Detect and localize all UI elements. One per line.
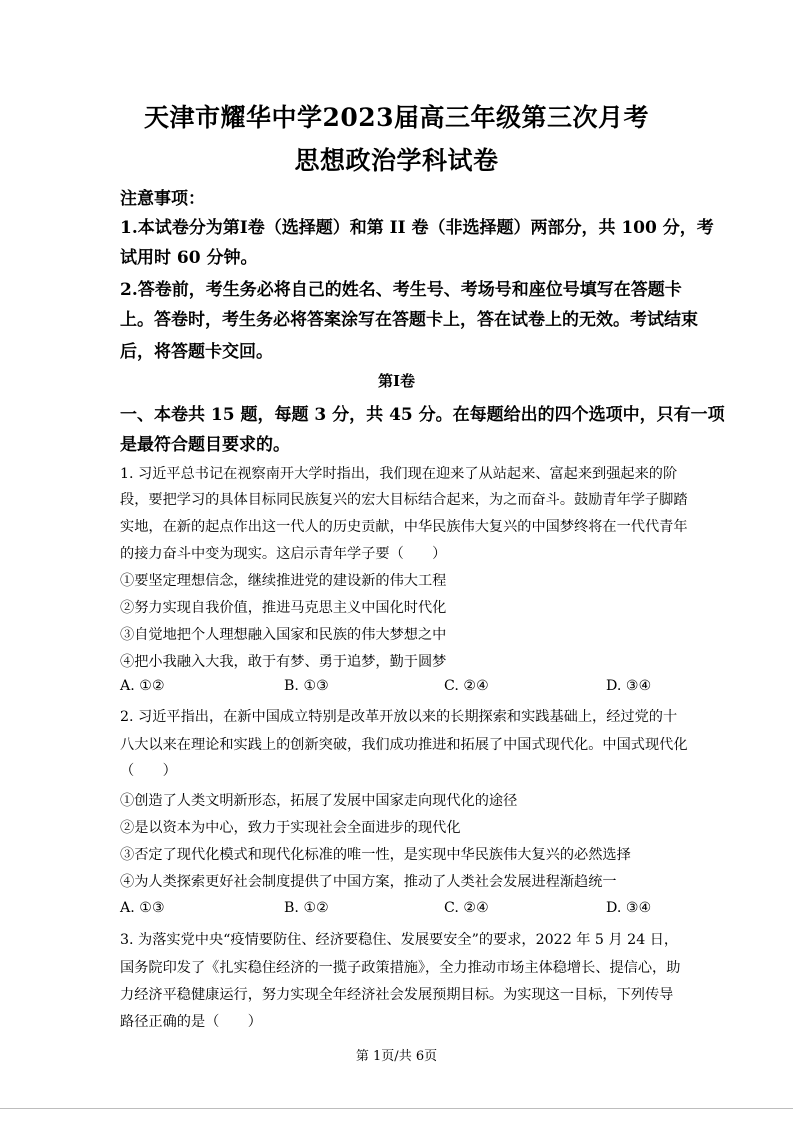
question-3-stem: 3. 为落实党中央“疫情要防住、经济要稳住、发展要安全”的要求，2022 年 5 月 24 日，	[120, 932, 679, 948]
notice-line: 试用时 60 分钟。	[120, 248, 258, 268]
question-2-stem: 2. 习近平指出，在新中国成立特别是改革开放以来的长期探索和实践基础上，经过党的十	[120, 709, 678, 725]
notice-line: 上。答卷时，考生务必将答案涂写在答题卡上，答在试卷上的无效。考试结束	[120, 310, 698, 330]
question-3-stem: 路径正确的是（ ）	[120, 1014, 262, 1030]
question-3-stem: 力经济平稳健康运行，努力实现全年经济社会发展预期目标。为实现这一目标，下列传导	[120, 987, 674, 1003]
question-2-option-c[interactable]: C. ②④	[444, 900, 489, 916]
notice-line: 1.本试卷分为第Ⅰ卷（选择题）和第 II 卷（非选择题）两部分，共 100 分，考	[120, 218, 714, 238]
page-number: 第 1页/共 6页	[355, 1049, 438, 1064]
exam-subtitle: 思想政治学科试卷	[294, 146, 499, 175]
question-2-option-a[interactable]: A. ①③	[120, 900, 165, 916]
exam-title: 天津市耀华中学2023届高三年级第三次月考	[143, 103, 650, 132]
question-2-statement: ①创造了人类文明新形态，拓展了发展中国家走向现代化的途径	[120, 793, 518, 809]
part-intro: 是最符合题目要求的。	[120, 435, 290, 455]
question-2-statement: ④为人类探索更好社会制度提供了中国方案，推动了人类社会发展进程渐趋统一	[120, 874, 617, 890]
question-2-option-d[interactable]: D. ③④	[606, 900, 652, 916]
notice-heading: 注意事项：	[120, 189, 205, 209]
question-1-option-b[interactable]: B. ①③	[284, 678, 329, 694]
notice-line: 后，将答题卡交回。	[120, 342, 273, 362]
question-1-option-c[interactable]: C. ②④	[444, 678, 489, 694]
question-2-statement: ②是以资本为中心，致力于实现社会全面进步的现代化	[120, 820, 461, 836]
question-1-stem: 1. 习近平总书记在视察南开大学时指出，我们现在迎来了从站起来、富起来到强起来的阶	[120, 466, 678, 482]
question-1-option-a[interactable]: A. ①②	[120, 678, 165, 694]
section-title: 第Ⅰ卷	[377, 372, 416, 390]
question-1-option-d[interactable]: D. ③④	[606, 678, 652, 694]
notice-line: 2.答卷前，考生务必将自己的姓名、考生号、考场号和座位号填写在答题卡	[120, 280, 682, 300]
question-3-stem: 国务院印发了《扎实稳住经济的一揽子政策措施》，全力推动市场主体稳增长、提信心，助	[120, 960, 681, 976]
question-1-stem: 段，要把学习的具体目标同民族复兴的宏大目标结合起来，为之而奋斗。鼓励青年学子脚踏	[120, 492, 688, 508]
question-1-statement: ③自觉地把个人理想融入国家和民族的伟大梦想之中	[120, 627, 447, 643]
question-1-statement: ④把小我融入大我，敢于有梦、勇于追梦，勤于圆梦	[120, 654, 447, 670]
question-2-stem: 八大以来在理论和实践上的创新突破，我们成功推进和拓展了中国式现代化。中国式现代化	[120, 737, 688, 753]
question-2-option-b[interactable]: B. ①②	[284, 900, 329, 916]
question-1-statement: ①要坚定理想信念，继续推进党的建设新的伟大工程	[120, 573, 447, 589]
page-bottom-divider	[0, 1108, 793, 1109]
question-1-stem: 的接力奋斗中变为现实。这启示青年学子要（ ）	[120, 546, 447, 562]
question-2-stem: （ ）	[120, 763, 177, 779]
question-1-statement: ②努力实现自我价值，推进马克思主义中国化时代化	[120, 600, 447, 616]
part-intro: 一、本卷共 15 题，每题 3 分，共 45 分。在每题给出的四个选项中，只有一项	[120, 405, 725, 425]
question-2-statement: ③否定了现代化模式和现代化标准的唯一性，是实现中华民族伟大复兴的必然选择	[120, 847, 631, 863]
question-1-stem: 实地，在新的起点作出这一代人的历史贡献，中华民族伟大复兴的中国梦终将在一代代青年	[120, 519, 688, 535]
